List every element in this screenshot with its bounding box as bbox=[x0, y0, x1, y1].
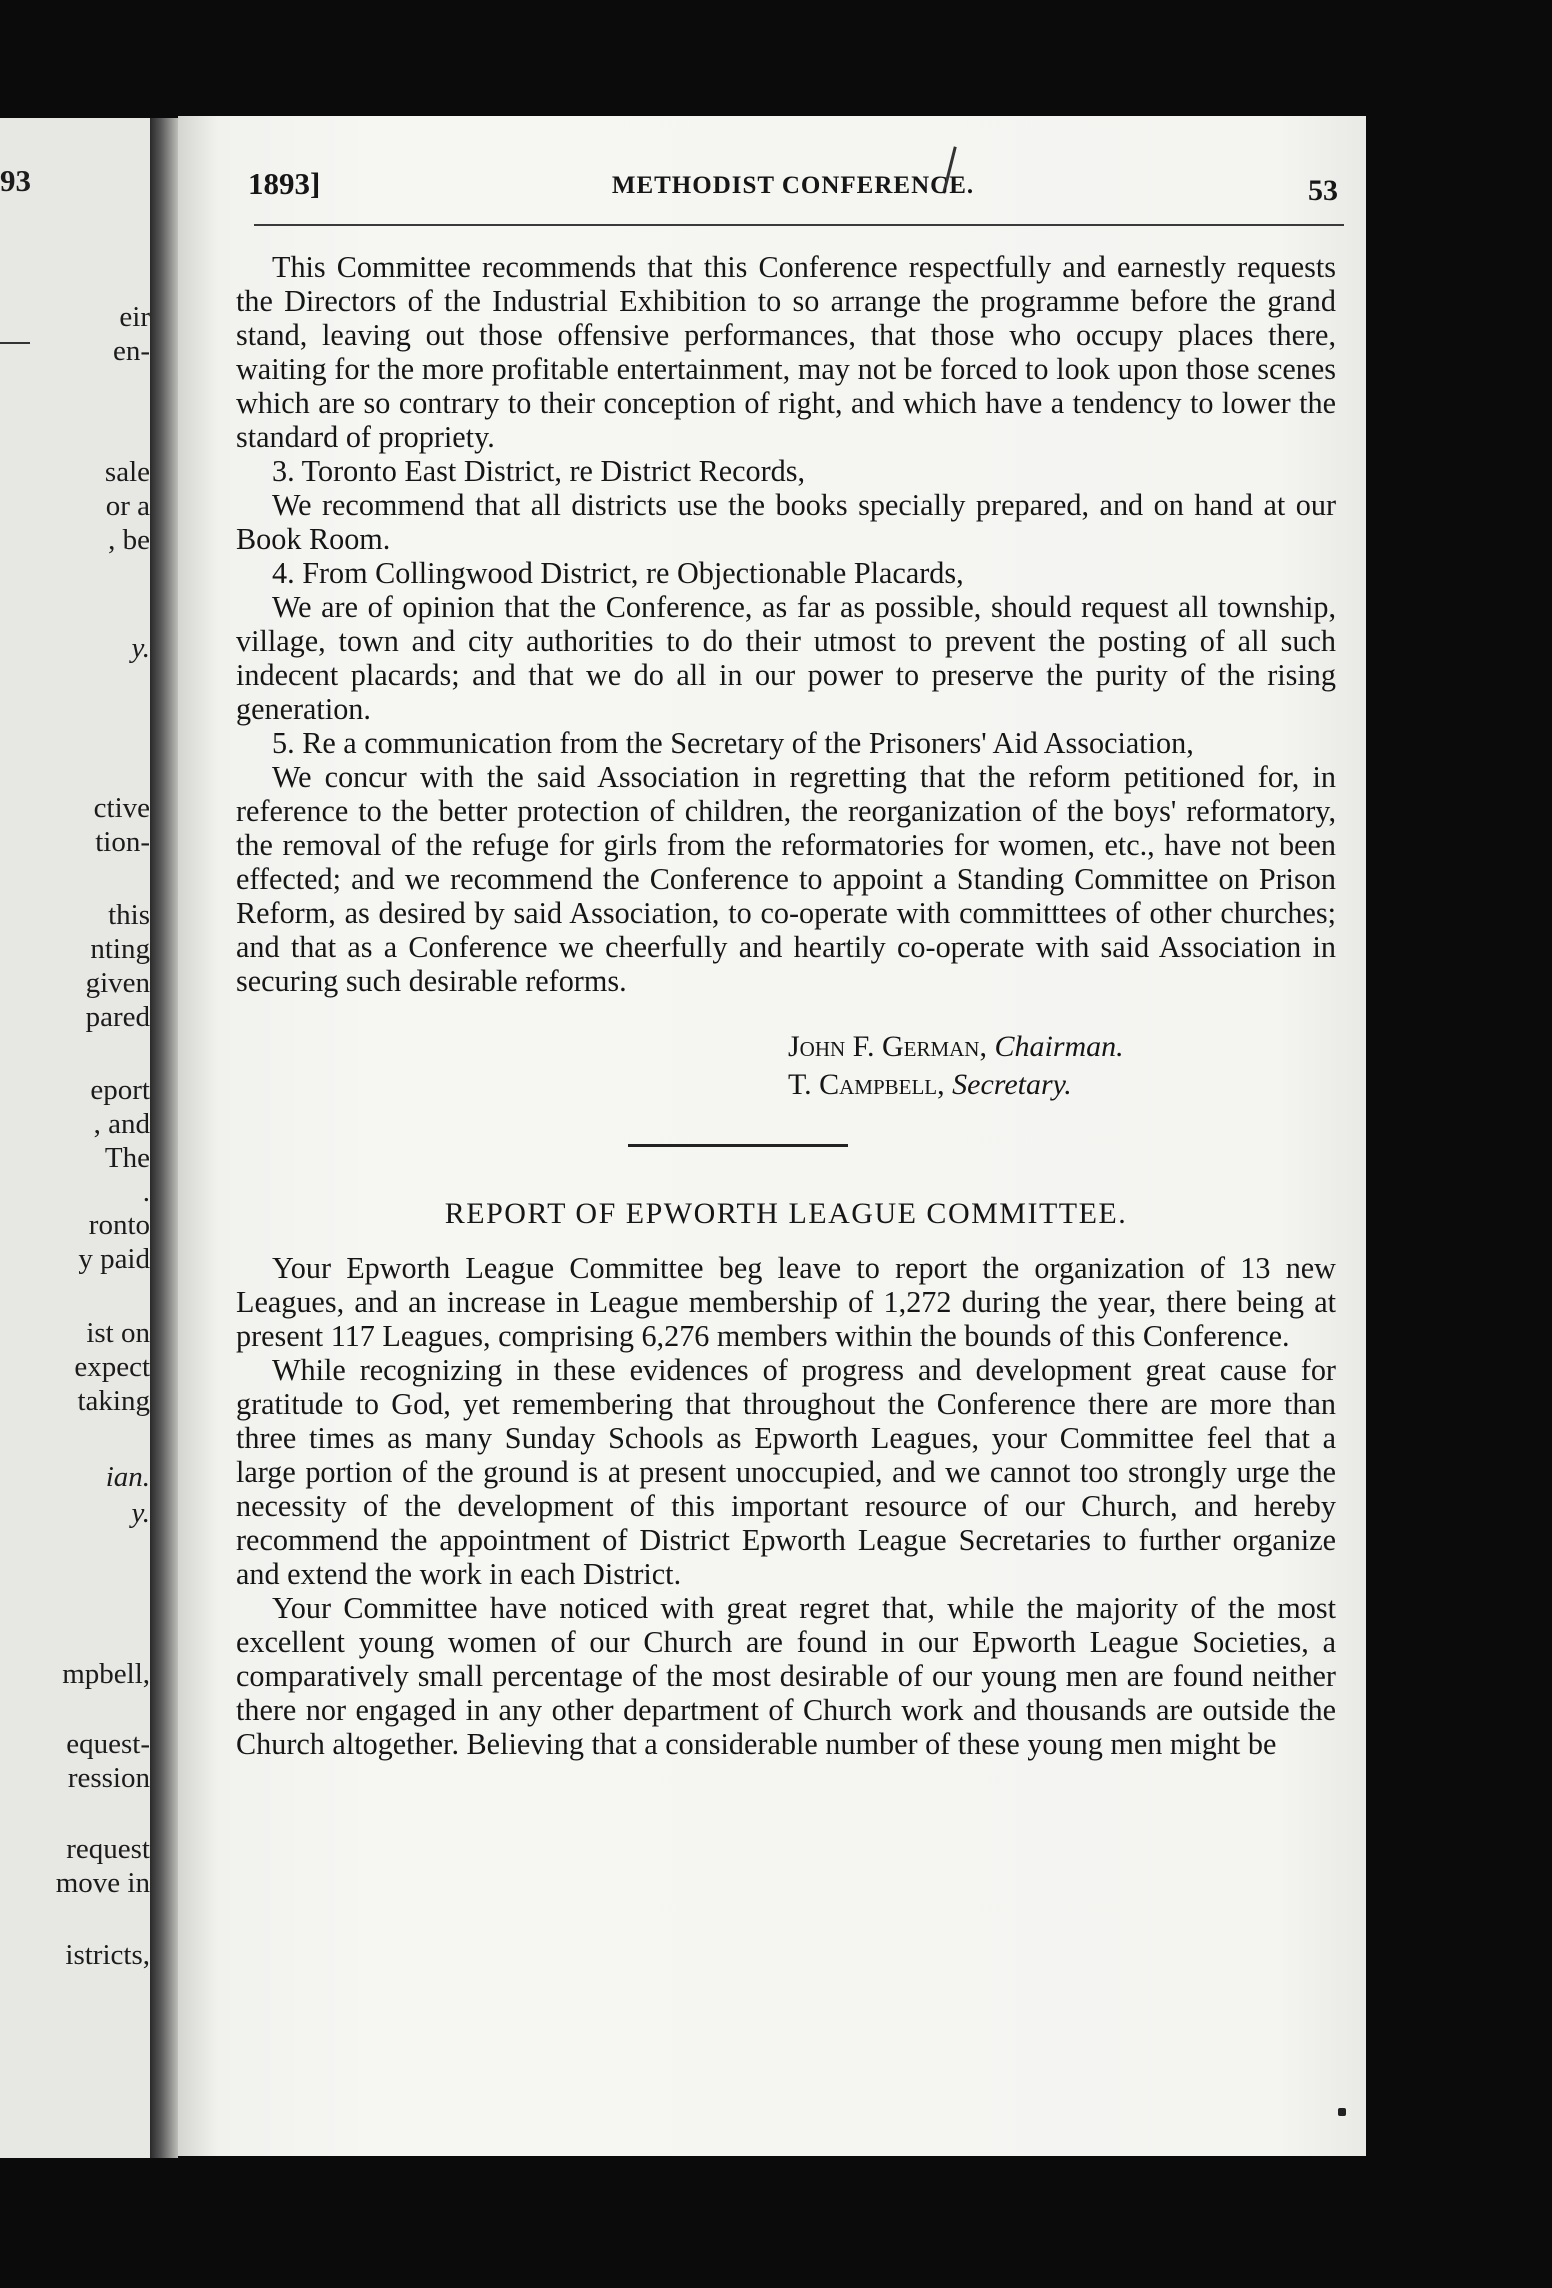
previous-page-fragment-line: or a bbox=[105, 490, 150, 522]
previous-page-fragment-line: ronto bbox=[88, 1209, 150, 1241]
previous-page-fragment-line: y paid bbox=[78, 1243, 150, 1275]
paragraph-item-3: We recommend that all districts use the books specially prepared, and on hand at our Book Room. bbox=[236, 488, 1336, 556]
paragraph-epworth-2: While recognizing in these evidences of progress and development great cause for gratitude to God, yet remembering that throughout the Conference there are more than three times as many Sunday Schools as Epworth Leagues, your Committee feel that a large portion of the ground is at present unoccupied, and we cannot too strongly urge the necessity of the development of this important resource of our Church, and hereby recommend the appointment of District Epworth League Secretaries to further organize and extend the work in each District. bbox=[236, 1353, 1336, 1591]
previous-page-fragment-line: The bbox=[104, 1142, 150, 1174]
previous-page-fragment-line: . bbox=[142, 1176, 150, 1208]
previous-page-fragment-line: given bbox=[85, 967, 150, 999]
signature-role: Chairman. bbox=[994, 1030, 1124, 1063]
previous-page-fragment-line: request bbox=[66, 1833, 150, 1865]
item-4-heading: 4. From Collingwood District, re Objectionable Placards, bbox=[272, 556, 964, 590]
previous-page-fragment-line: tion- bbox=[95, 826, 150, 858]
header-year: 1893] bbox=[248, 166, 321, 201]
previous-page-fragment-line: nting bbox=[90, 933, 150, 965]
previous-page-fragment-line: ian. bbox=[105, 1461, 150, 1493]
signature-role: Secretary. bbox=[952, 1068, 1072, 1101]
previous-page-fragment-line: taking bbox=[77, 1385, 150, 1417]
signature-block bbox=[788, 1028, 1336, 1104]
header-title: METHODIST CONFERENCE. bbox=[611, 172, 975, 199]
scan-speck bbox=[1338, 2108, 1346, 2116]
running-header bbox=[248, 166, 1338, 210]
section-title: REPORT OF EPWORTH LEAGUE COMMITTEE. bbox=[444, 1197, 1128, 1230]
item-3-heading: 3. Toronto East District, re District Records, bbox=[272, 454, 806, 488]
previous-page-fragment bbox=[0, 118, 150, 2158]
paragraph-committee-recommendation: This Committee recommends that this Conference respectfully and earnestly requests the Directors of the Industrial Exhibition to so arrange the programme before the grand stand, leaving out those offensive performances, that those who occupy places there, waiting for the more profitable entertainment, may not be forced to look upon those scenes which are so contrary to their conception of right, and which have a tendency to lower the standard of propriety. bbox=[236, 250, 1336, 454]
book-gutter-shadow bbox=[150, 118, 178, 2158]
previous-page-fragment-line: move in bbox=[55, 1867, 150, 1899]
previous-page-fragment-line: y. bbox=[131, 632, 150, 664]
signature-name: John F. German, bbox=[788, 1030, 987, 1063]
previous-page-fragment-line: istricts, bbox=[65, 1939, 150, 1971]
previous-page-fragment-line: , and bbox=[93, 1108, 150, 1140]
previous-page-fragment-line: expect bbox=[74, 1351, 150, 1383]
previous-page-fragment-line: pared bbox=[85, 1001, 150, 1033]
signature-secretary bbox=[788, 1066, 1336, 1104]
signature-chairman bbox=[788, 1028, 1336, 1066]
previous-page-fragment-line: eir bbox=[119, 301, 150, 333]
previous-page-fragment-line: ression bbox=[67, 1762, 150, 1794]
previous-page-fragment-line: sale bbox=[104, 456, 150, 488]
paragraph-epworth-1: Your Epworth League Committee beg leave to report the organization of 13 new Leagues, and an increase in League membership of 1,272 during the year, there being at present 117 Leagues, comprising 6,276 members within the bounds of this Conference. bbox=[236, 1251, 1336, 1353]
previous-page-fragment-line: , be bbox=[108, 524, 150, 556]
previous-page-fragment-line: ist on bbox=[86, 1317, 150, 1349]
previous-page-fragment-line: eport bbox=[90, 1074, 150, 1106]
signature-name: T. Campbell, bbox=[788, 1068, 945, 1101]
item-5-heading: 5. Re a communication from the Secretary of the Prisoners' Aid Association, bbox=[272, 726, 1194, 760]
previous-page-fragment-line: en- bbox=[112, 335, 150, 367]
page bbox=[178, 116, 1366, 2156]
paragraph-item-5: We concur with the said Association in regretting that the reform petitioned for, in reference to the better protection of children, the reorganization of the boys' reformatory, the removal of the refuge for girls from the reformatories for women, etc., have not been effected; and we recommend the Conference to appoint a Standing Committee on Prison Reform, as desired by said Association, to co-operate with committtees of other churches; and that as a Conference we cheerfully and heartily co-operate with said Association in securing such desirable reforms. bbox=[236, 760, 1336, 998]
previous-page-fragment-line: this bbox=[108, 899, 150, 931]
previous-page-fragment-line: mpbell, bbox=[62, 1658, 150, 1690]
previous-page-number: 93 bbox=[0, 163, 31, 198]
section-divider bbox=[628, 1144, 848, 1147]
page-number: 53 bbox=[1308, 174, 1338, 207]
previous-page-fragment-line: ctive bbox=[93, 792, 150, 824]
previous-page-fragment-line: equest- bbox=[66, 1728, 150, 1760]
section-body bbox=[236, 1251, 1336, 1761]
header-rule bbox=[254, 224, 1344, 226]
paragraph-epworth-3: Your Committee have noticed with great regret that, while the majority of the most excellent young women of our Church are found in our Epworth League Societies, a comparatively small percentage of the most desirable of our young men are found neither there nor engaged in any other department of Church work and thousands are outside the Church altogether. Believing that a considerable number of these young men might be bbox=[236, 1591, 1336, 1761]
previous-page-fragment-line: y. bbox=[131, 1497, 150, 1529]
paragraph-item-4: We are of opinion that the Conference, as far as possible, should request all township, village, town and city authorities to do their utmost to prevent the posting of all such indecent placards; and that we do all in our power to preserve the purity of the rising generation. bbox=[236, 590, 1336, 726]
page-body bbox=[236, 250, 1336, 1761]
